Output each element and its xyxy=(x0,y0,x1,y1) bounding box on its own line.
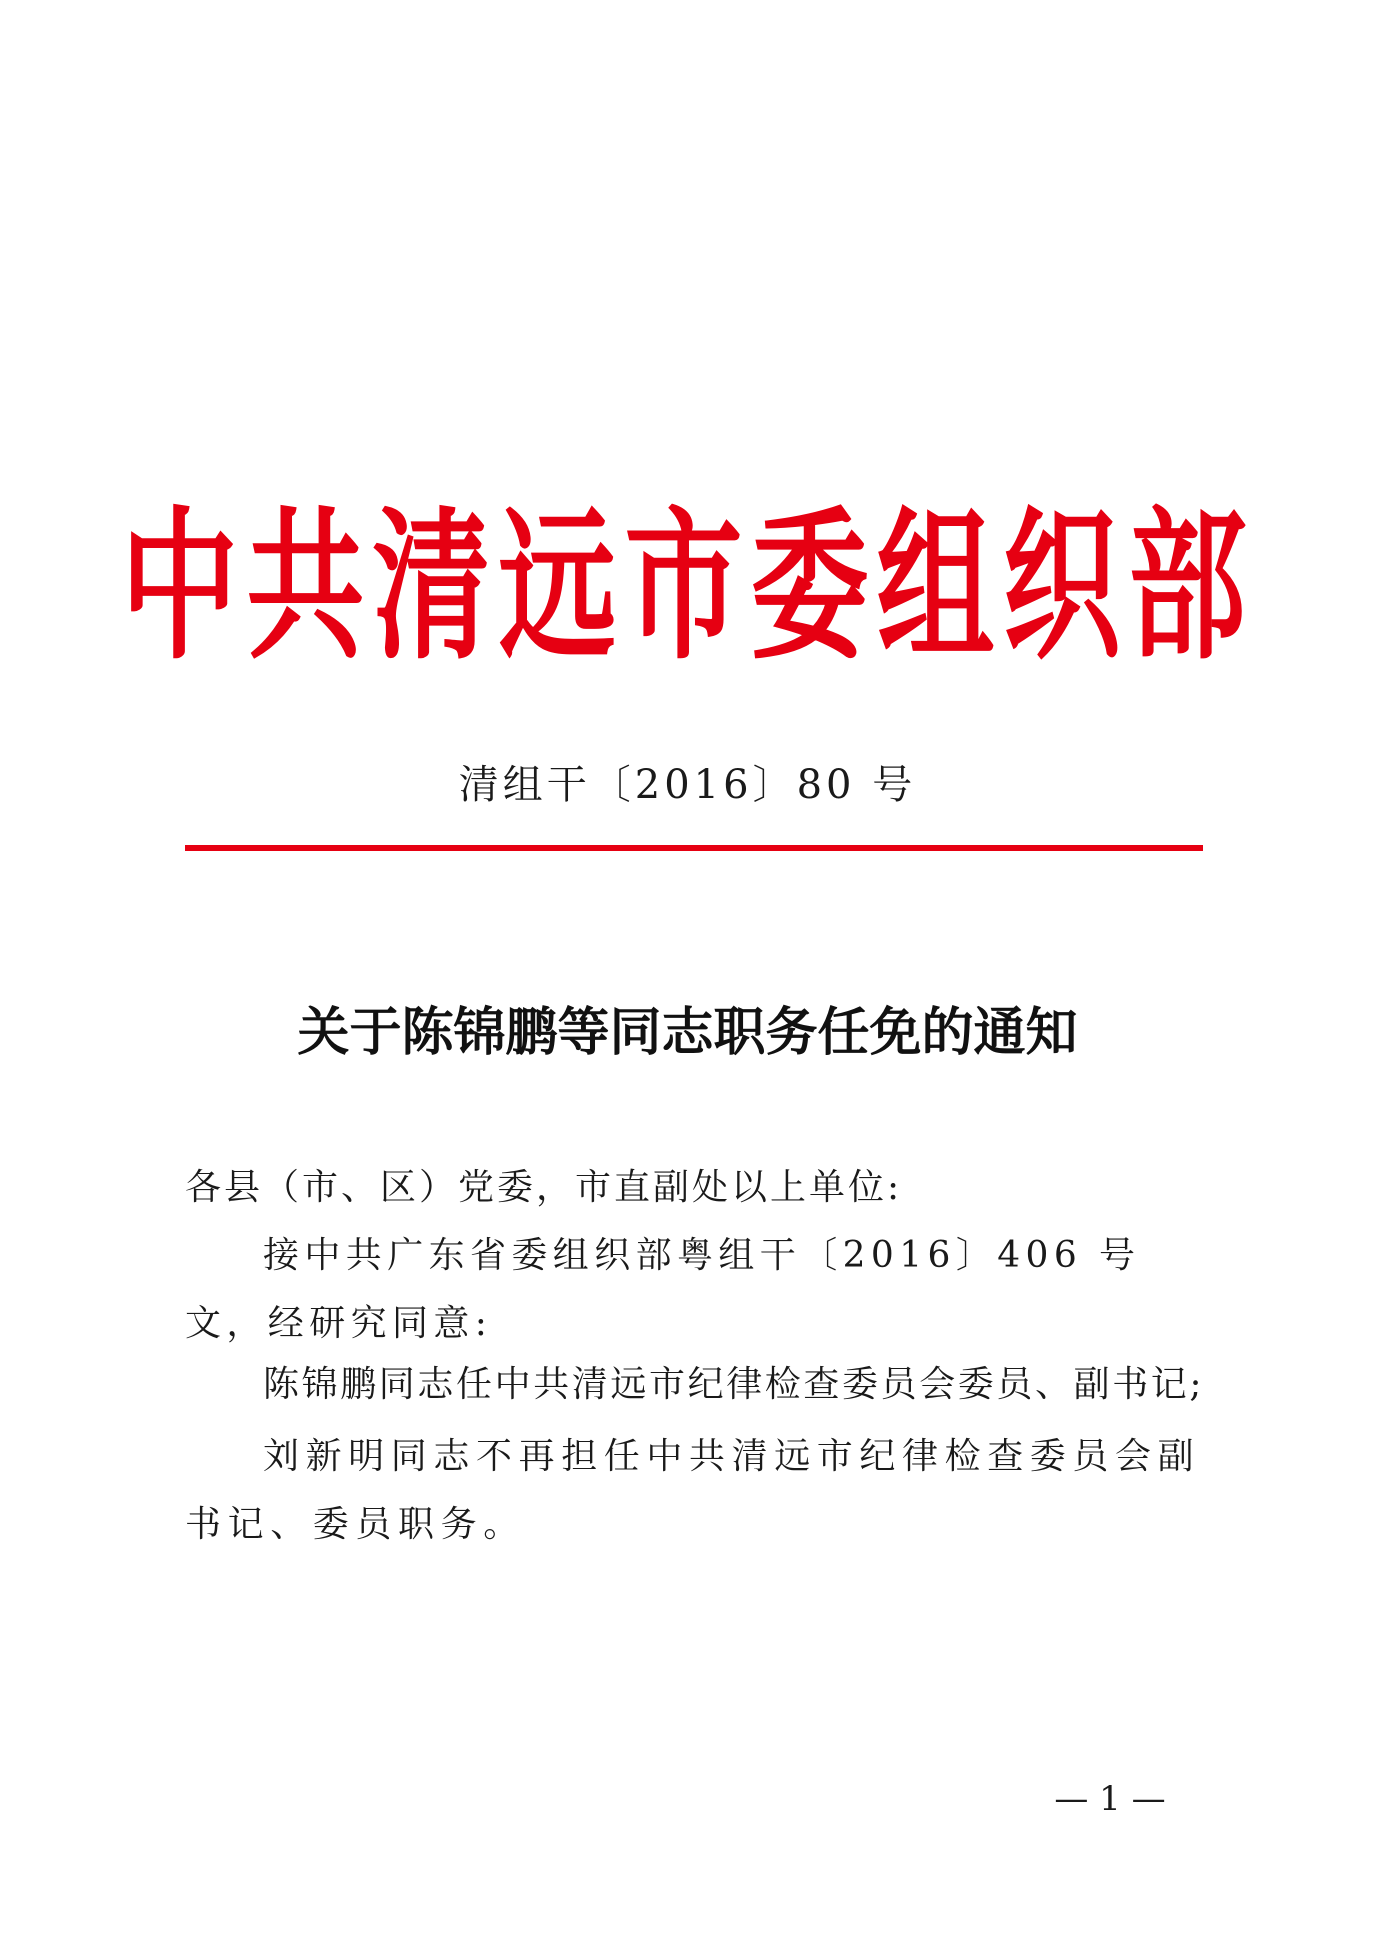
issuing-organization-header: 中共清远市委组织部 xyxy=(120,491,1255,682)
body-paragraph-appointment: 陈锦鹏同志任中共清远市纪律检查委员会委员、副书记; xyxy=(263,1364,1205,1405)
salutation: 各县（市、区）党委，市直副处以上单位: xyxy=(185,1167,903,1208)
body-paragraph-reference: 接中共广东省委组织部粤组干〔2016〕406 号文，经研究同意: xyxy=(185,1235,1141,1344)
document-number: 清组干〔2016〕80 号 xyxy=(458,762,917,808)
document-title: 关于陈锦鹏等同志职务任免的通知 xyxy=(297,1002,1078,1063)
body-paragraph-removal: 刘新明同志不再担任中共清远市纪律检查委员会副书记、委员职务。 xyxy=(185,1436,1201,1545)
red-divider-line xyxy=(185,845,1203,851)
page-number: — 1 — xyxy=(1054,1779,1166,1819)
